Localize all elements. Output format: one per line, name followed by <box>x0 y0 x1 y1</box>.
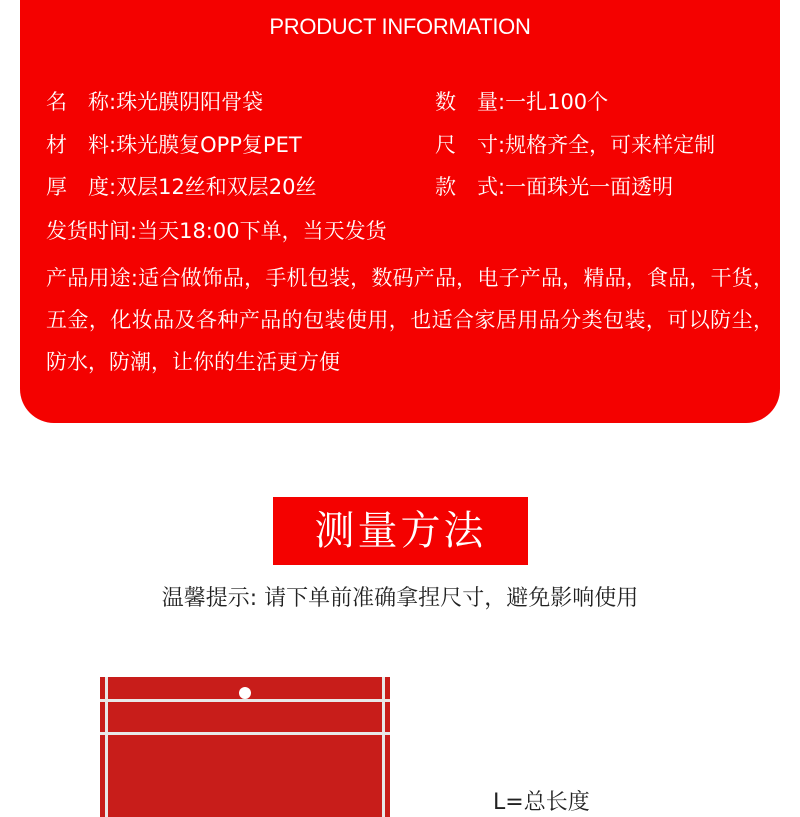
info-value: 一面珠光一面透明 <box>505 175 674 199</box>
info-value: 双层12丝和双层20丝 <box>116 175 317 199</box>
info-value: 珠光膜复OPP复PET <box>116 133 302 157</box>
info-row-material: 材 料:珠光膜复OPP复PET <box>46 133 302 157</box>
info-label: 名 称 <box>46 90 109 114</box>
info-value: 珠光膜阴阳骨袋 <box>116 90 264 114</box>
info-row-name: 名 称:珠光膜阴阳骨袋 <box>46 90 264 114</box>
info-value: 适合做饰品，手机包装，数码产品，电子产品，精品，食品，干货，五金，化妆品及各种产品的包装使用，也适合家居用品分类包装，可以防尘，防水，防潮，让你的生活更方便 <box>46 266 775 374</box>
info-row-quantity: 数 量:一扎100个 <box>435 90 609 114</box>
bag-zip-line <box>100 732 390 735</box>
measure-title: 测量方法 <box>273 497 528 565</box>
bag-left-edge <box>105 677 108 817</box>
info-value: 当天18:00下单，当天发货 <box>137 219 387 243</box>
bag-seal-line <box>100 699 390 702</box>
length-label: L=总长度 <box>493 790 590 815</box>
info-title-en: PRODUCT INFORMATION <box>269 14 531 39</box>
bag-illustration <box>100 677 390 817</box>
info-label: 发货时间 <box>46 219 130 243</box>
measure-tip: 温馨提示: 请下单前准确拿捏尺寸，避免影响使用 <box>161 586 639 611</box>
info-row-style: 款 式:一面珠光一面透明 <box>435 175 674 199</box>
info-row-size: 尺 寸:规格齐全，可来样定制 <box>435 133 716 157</box>
info-value: 一扎100个 <box>505 90 609 114</box>
bag-right-edge <box>382 677 385 817</box>
info-label: 产品用途 <box>46 266 131 290</box>
info-label: 尺 寸 <box>435 133 498 157</box>
product-info-card <box>20 0 780 423</box>
info-row-usage: 产品用途:适合做饰品，手机包装，数码产品，电子产品，精品，食品，干货，五金，化妆品及各种产品的包装使用，也适合家居用品分类包装，可以防尘，防水，防潮，让你的生活更方便 <box>46 266 775 374</box>
info-value: 规格齐全，可来样定制 <box>505 133 716 157</box>
info-label: 材 料 <box>46 133 109 157</box>
info-label: 厚 度 <box>46 175 109 199</box>
info-label: 款 式 <box>435 175 498 199</box>
info-label: 数 量 <box>435 90 498 114</box>
hang-hole-icon <box>239 687 251 699</box>
info-row-thickness: 厚 度:双层12丝和双层20丝 <box>46 175 317 199</box>
info-row-shipping: 发货时间:当天18:00下单，当天发货 <box>46 219 387 243</box>
